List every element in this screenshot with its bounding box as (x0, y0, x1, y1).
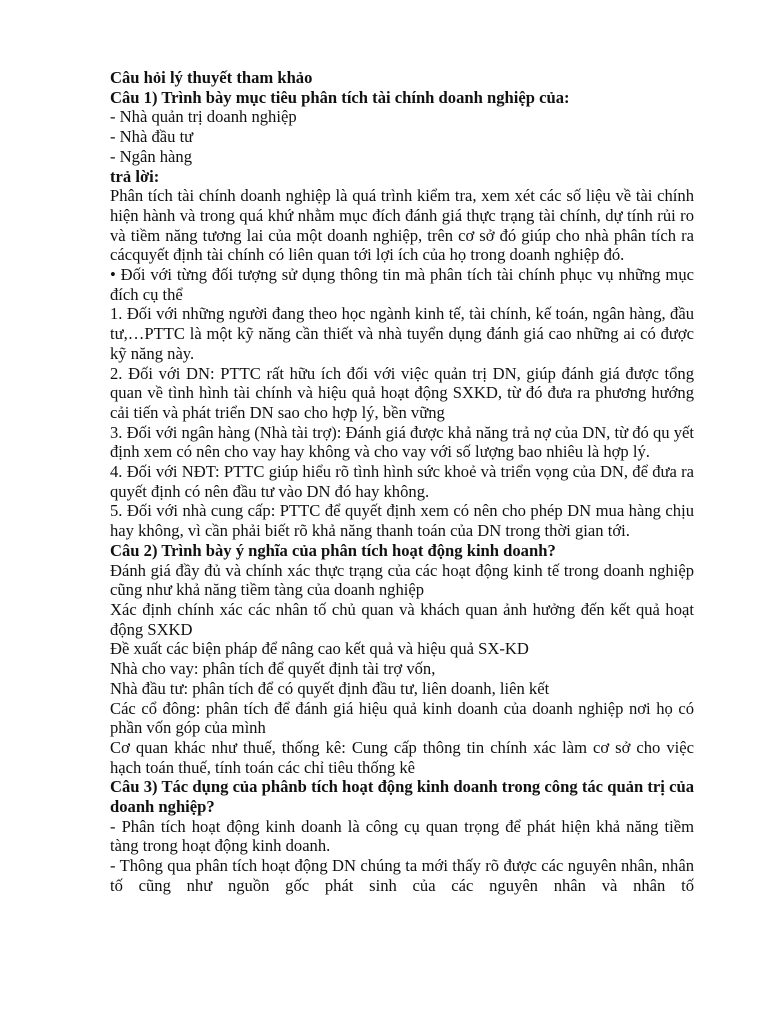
answer-point-1: 1. Đối với những người đang theo học ngành kinh tế, tài chính, kế toán, ngân hàng, đầu tư,…PTTC là một kỹ năng cần thiết và nhà tuyển dụng đánh giá cao những ai có được kỹ năng này. (110, 304, 694, 363)
question-2-title: Câu 2) Trình bày ý nghĩa của phân tích hoạt động kinh doanh? (110, 540, 556, 560)
question-2-line: Nhà cho vay: phân tích để quyết định tài trợ vốn, (110, 659, 436, 679)
answer-point-2: 2. Đối với DN: PTTC rất hữu ích đối với việc quản trị DN, giúp đánh giá được tổng quan về tình hình tài chính và hiệu quả hoạt động SXKD, từ đó đưa ra phương hướng cải tiến và phát triển DN sao cho hợp lý, bền vững (110, 363, 694, 422)
document-heading: Câu hỏi lý thuyết tham khảo (110, 68, 313, 87)
document-body (110, 68, 694, 896)
question-3-line: - Phân tích hoạt động kinh doanh là công cụ quan trọng để phát hiện khả năng tiềm tàng trong hoạt động kinh doanh. (110, 816, 694, 856)
question-3-line: - Thông qua phân tích hoạt động DN chúng ta mới thấy rõ được các nguyên nhân, nhân tố cũng như nguồn gốc phát sinh của các nguyên nhân và nhân tố (110, 856, 694, 895)
question-1-item: - Nhà quản trị doanh nghiệp (110, 107, 297, 127)
question-2-line: Xác định chính xác các nhân tố chủ quan và khách quan ảnh hưởng đến kết quả hoạt động SXKD (110, 599, 694, 639)
question-2-line: Đề xuất các biện pháp để nâng cao kết quả và hiệu quả SX-KD (110, 639, 529, 659)
answer-point-3: 3. Đối với ngân hàng (Nhà tài trợ): Đánh giá được khả năng trả nợ của DN, từ đó qu yết định xem có nên cho vay hay không và cho vay với số lượng bao nhiêu là hợp lý. (110, 422, 694, 462)
question-1-item: - Nhà đầu tư (110, 127, 194, 147)
question-3-title: Câu 3) Tác dụng của phânb tích hoạt động kinh doanh trong công tác quản trị của doanh nghiệp? (110, 777, 694, 817)
question-2-line: Các cổ đông: phân tích để đánh giá hiệu quả kinh doanh của doanh nghiệp nơi họ có phần vốn góp của mình (110, 698, 694, 738)
question-1-title: Câu 1) Trình bày mục tiêu phân tích tài chính doanh nghiệp của: (110, 87, 570, 107)
question-1-item: - Ngân hàng (110, 146, 193, 166)
answer-intro-paragraph: Phân tích tài chính doanh nghiệp là quá trình kiểm tra, xem xét các số liệu về tài chính hiện hành và trong quá khứ nhằm mục đích đánh giá thực trạng tài chính, dự tính rủi ro và tiềm năng tương lai của một doanh nghiệp, trên cơ sở đó giúp cho nhà phân tích ra cácquyết định tài chính có liên quan tới lợi ích của họ trong doanh nghiệp đó. (110, 186, 694, 265)
question-2-line: Đánh giá đầy đủ và chính xác thực trạng của các hoạt động kinh tế trong doanh nghiệp cũng như khả năng tiềm tàng của doanh nghiệp (110, 560, 694, 600)
question-2-line: Nhà đầu tư: phân tích để có quyết định đầu tư, liên doanh, liên kết (110, 678, 550, 698)
answer-label: trả lời: (110, 166, 160, 186)
answer-point-4: 4. Đối với NĐT: PTTC giúp hiểu rõ tình hình sức khoẻ và triển vọng của DN, để đưa ra quyết định có nên đầu tư vào DN đó hay không. (110, 462, 694, 501)
answer-point-5: 5. Đối với nhà cung cấp: PTTC để quyết định xem có nên cho phép DN mua hàng chịu hay không, vì cần phải biết rõ khả năng thanh toán của DN trong thời gian tới. (110, 501, 694, 541)
question-2-line: Cơ quan khác như thuế, thống kê: Cung cấp thông tin chính xác làm cơ sở cho việc hạch toán thuế, tính toán các chỉ tiêu thống kê (110, 737, 694, 777)
answer-bullet-paragraph: • Đối với từng đối tượng sử dụng thông tin mà phân tích tài chính phục vụ những mục đích cụ thể (110, 265, 694, 304)
